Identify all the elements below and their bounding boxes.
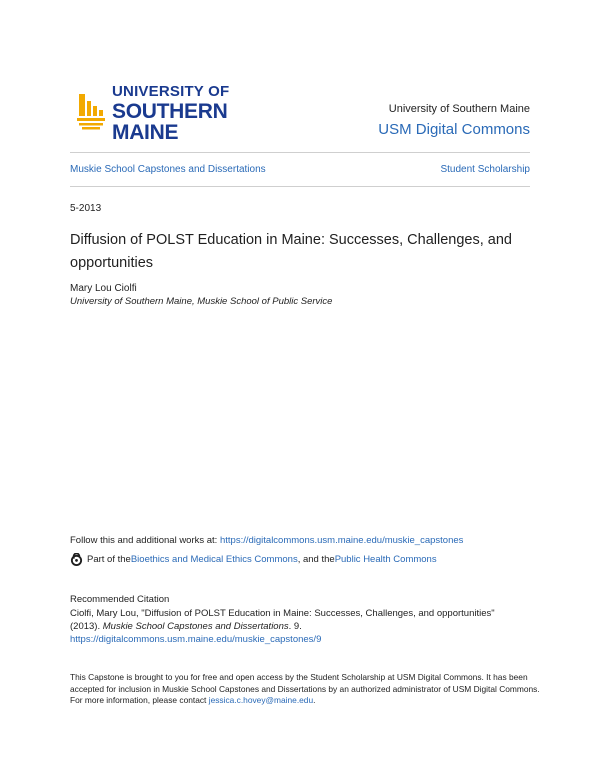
- footer-text: This Capstone is brought to you for free and open access by the Student Scholarship at USM Digital Commons. It has been accepted for inclusion in Muskie School Capstones and Dissertations by an authorized administrator of USM Digital Commons. For more information, please contact: [70, 672, 540, 705]
- author-name: Mary Lou Ciolfi: [70, 283, 137, 294]
- usm-lighthouse-logo-icon: [76, 93, 106, 133]
- citation-line2: [70, 620, 540, 633]
- citation-body: [70, 607, 540, 646]
- part-of-middle: , and the: [297, 554, 335, 565]
- citation-heading: Recommended Citation: [70, 594, 170, 605]
- follow-url-link[interactable]: https://digitalcommons.usm.maine.edu/muskie_capstones: [219, 535, 464, 546]
- follow-prefix: Follow this and additional works at:: [70, 535, 220, 546]
- footer-end: .: [313, 695, 316, 705]
- paper-title: Diffusion of POLST Education in Maine: Successes, Challenges, and opportunities: [70, 232, 512, 271]
- contact-email-link[interactable]: jessica.c.hovey@maine.edu: [208, 695, 314, 705]
- citation-year: (2013).: [70, 621, 103, 632]
- repository-header: [378, 103, 530, 138]
- bioethics-commons-link[interactable]: Bioethics and Medical Ethics Commons: [130, 554, 298, 565]
- open-access-icon: [70, 553, 83, 566]
- bottom-divider: [70, 186, 530, 187]
- author-affiliation: University of Southern Maine, Muskie School of Public Service: [70, 296, 333, 307]
- discipline-link[interactable]: Student Scholarship: [440, 164, 530, 175]
- usm-logo[interactable]: [76, 82, 286, 144]
- repository-link[interactable]: USM Digital Commons: [378, 121, 530, 138]
- public-health-commons-link[interactable]: Public Health Commons: [334, 554, 437, 565]
- publication-date: 5-2013: [70, 203, 102, 214]
- citation-url-link[interactable]: https://digitalcommons.usm.maine.edu/muskie_capstones/9: [70, 634, 322, 645]
- logo-line-southern-maine: SOUTHERN MAINE: [112, 99, 228, 144]
- citation-number: . 9.: [288, 621, 302, 632]
- citation-series: Muskie School Capstones and Dissertations: [102, 621, 289, 632]
- part-of-prefix: Part of the: [87, 554, 131, 565]
- citation-line1: Ciolfi, Mary Lou, "Diffusion of POLST Education in Maine: Successes, Challenges, and opportunities": [70, 608, 495, 619]
- follow-line: [70, 535, 463, 546]
- top-divider: [70, 152, 530, 153]
- institution-name: University of Southern Maine: [388, 103, 530, 115]
- part-of-line: [70, 553, 437, 566]
- footer-notice: [70, 672, 540, 707]
- logo-line-university: UNIVERSITY OF: [112, 82, 230, 100]
- collection-link[interactable]: Muskie School Capstones and Dissertations: [70, 164, 266, 175]
